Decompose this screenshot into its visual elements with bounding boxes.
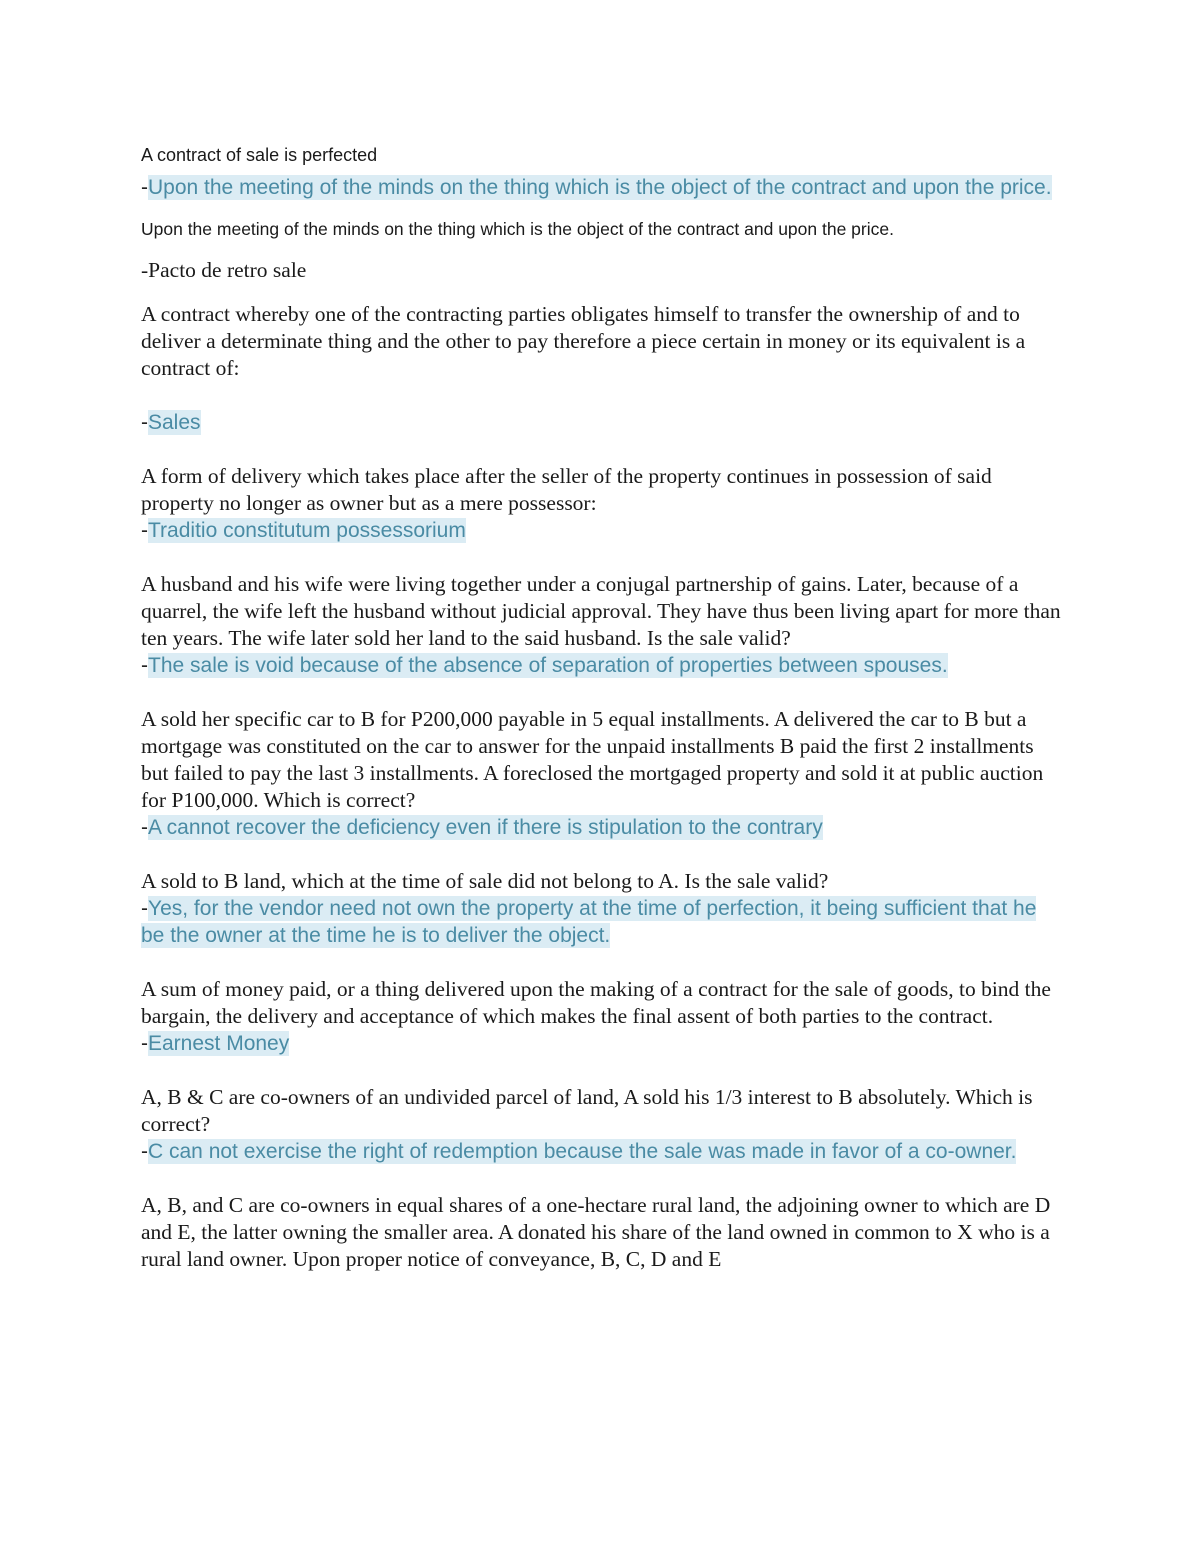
answer-6 bbox=[141, 895, 1061, 949]
answer-dash: - bbox=[141, 519, 148, 542]
document-body bbox=[141, 140, 1061, 1273]
answer-7 bbox=[141, 1030, 1061, 1057]
answer-dash: - bbox=[141, 1032, 148, 1055]
answer-dash: - bbox=[141, 1140, 148, 1163]
question-4: A husband and his wife were living together under a conjugal partnership of gains. Later, because of a quarrel, the wife left the husband without judicial approval. They have thus been living apart for more than ten years. The wife later sold her land to the said husband. Is the sale valid? bbox=[141, 572, 1061, 650]
question-6: A sold to B land, which at the time of sale did not belong to A. Is the sale valid? bbox=[141, 869, 829, 893]
answer-3-text: Traditio constitutum possessorium bbox=[148, 519, 466, 542]
answer-2-text: Sales bbox=[148, 411, 201, 434]
answer-1-text: Upon the meeting of the minds on the thing which is the object of the contract and upon the price. bbox=[148, 176, 1052, 199]
answer-dash: - bbox=[141, 411, 148, 434]
question-heading: A contract of sale is perfected bbox=[141, 145, 378, 165]
question-8: A, B & C are co-owners of an undivided parcel of land, A sold his 1/3 interest to B absolutely. Which is correct? bbox=[141, 1085, 1033, 1136]
answer-2 bbox=[141, 409, 1061, 436]
answer-dash: - bbox=[141, 816, 148, 839]
answer-5 bbox=[141, 814, 1061, 841]
answer-8-text: C can not exercise the right of redemption because the sale was made in favor of a co-owner. bbox=[148, 1140, 1017, 1163]
answer-5-text: A cannot recover the deficiency even if there is stipulation to the contrary bbox=[148, 816, 823, 839]
question-5: A sold her specific car to B for P200,000 payable in 5 equal installments. A delivered the car to B but a mortgage was constituted on the car to answer for the unpaid installments B paid the first 2 installments but failed to pay the last 3 installments. A foreclosed the mortgaged property and sold it at public auction for P100,000. Which is correct? bbox=[141, 707, 1044, 812]
question-7: A sum of money paid, or a thing delivered upon the making of a contract for the sale of goods, to bind the bargain, the delivery and acceptance of which makes the final assent of both parties to the contract. bbox=[141, 977, 1051, 1028]
pacto-line: -Pacto de retro sale bbox=[141, 258, 307, 282]
answer-4 bbox=[141, 652, 1061, 679]
answer-7-text: Earnest Money bbox=[148, 1032, 290, 1055]
answer-1 bbox=[141, 174, 1061, 201]
question-9: A, B, and C are co-owners in equal shares of a one-hectare rural land, the adjoining owner to which are D and E, the latter owning the smaller area. A donated his share of the land owned in common to X who is a rural land owner. Upon proper notice of conveyance, B, C, D and E bbox=[141, 1193, 1051, 1271]
answer-1-repeat: Upon the meeting of the minds on the thing which is the object of the contract and upon the price. bbox=[141, 219, 894, 239]
question-2: A contract whereby one of the contracting parties obligates himself to transfer the ownership of and to deliver a determinate thing and the other to pay therefore a piece certain in money or its equivalent is a contract of: bbox=[141, 302, 1026, 380]
answer-6-text: Yes, for the vendor need not own the property at the time of perfection, it being sufficient that he be the owner at the time he is to deliver the object. bbox=[141, 897, 1037, 947]
answer-4-text: The sale is void because of the absence of separation of properties between spouses. bbox=[148, 654, 948, 677]
answer-dash: - bbox=[141, 654, 148, 677]
answer-dash: - bbox=[141, 176, 148, 199]
answer-8 bbox=[141, 1138, 1061, 1165]
answer-3 bbox=[141, 517, 1061, 544]
question-3: A form of delivery which takes place after the seller of the property continues in possession of said property no longer as owner but as a mere possessor: bbox=[141, 464, 992, 515]
answer-dash: - bbox=[141, 897, 148, 920]
